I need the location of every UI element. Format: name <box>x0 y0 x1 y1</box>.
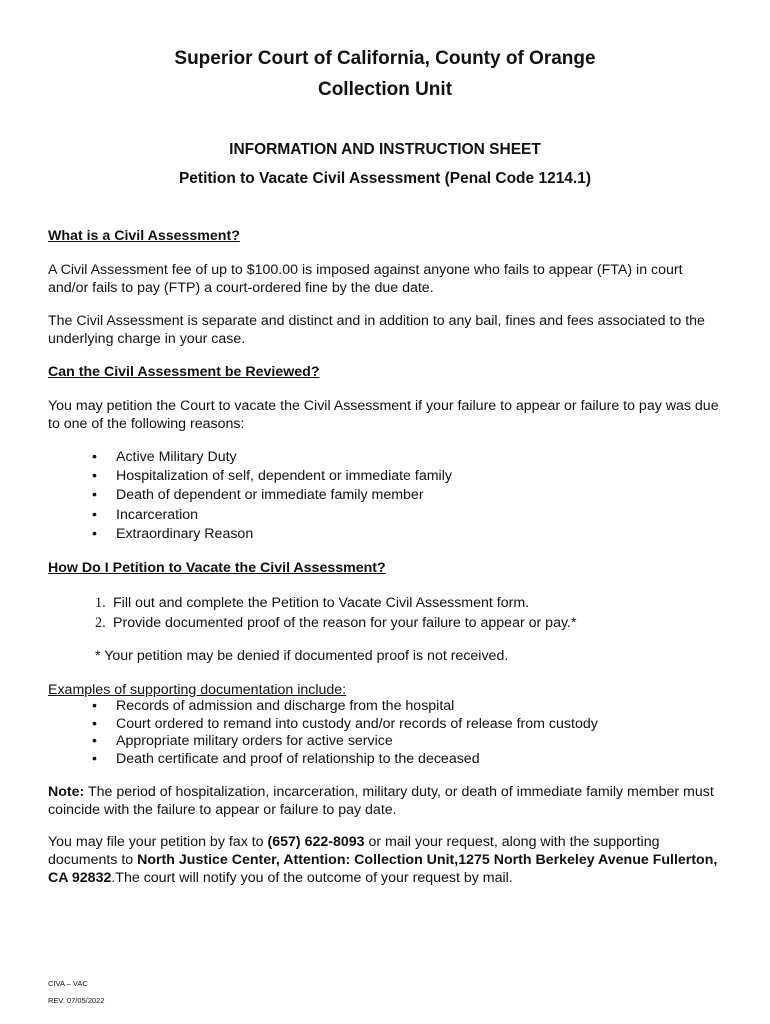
section-heading-what: What is a Civil Assessment? <box>48 228 240 244</box>
section-heading-how: How Do I Petition to Vacate the Civil Assessment? <box>48 560 386 576</box>
step-text: Provide documented proof of the reason for your failure to appear or pay.* <box>113 615 577 631</box>
step-item <box>95 613 576 633</box>
step-number: 1. <box>95 595 106 611</box>
step-number: 2. <box>95 615 106 631</box>
revision-date: REV. 07/05/2022 <box>48 996 105 1005</box>
filing-instructions <box>48 833 720 887</box>
list-item: • Death certificate and proof of relationship to the deceased <box>92 751 598 769</box>
filing-text: or mail your request, along with the supporting documents to <box>48 834 660 868</box>
list-item: • Appropriate military orders for active service <box>92 733 598 751</box>
list-item: • Hospitalization of self, dependent or immediate family <box>92 467 452 486</box>
filing-text: .The court will notify you of the outcome of your request by mail. <box>111 870 513 886</box>
list-item: • Active Military Duty <box>92 448 452 467</box>
list-item: • Records of admission and discharge from the hospital <box>92 698 598 716</box>
list-item: • Death of dependent or immediate family member <box>92 486 452 505</box>
filing-text: You may file your petition by fax to <box>48 834 268 850</box>
unit-name: Collection Unit <box>317 79 453 100</box>
mailing-address: North Justice Center, Attention: Collection Unit,1275 North Berkeley Avenue Fullerton, CA 92832 <box>48 852 718 886</box>
sheet-title: INFORMATION AND INSTRUCTION SHEET <box>229 141 541 158</box>
civil-assessment-separate: The Civil Assessment is separate and distinct and in addition to any bail, fines and fees associated to the underlying charge in your case. <box>48 313 705 347</box>
civil-assessment-definition: A Civil Assessment fee of up to $100.00 is imposed against anyone who fails to appear (FTA) in court and/or fails to pay (FTP) a court-ordered fine by the due date. <box>48 262 683 296</box>
steps-list <box>95 593 576 633</box>
form-code: CIVA – VAC <box>48 979 88 988</box>
list-item: • Extraordinary Reason <box>92 525 452 544</box>
court-name: Superior Court of California, County of Orange <box>174 48 596 69</box>
note-paragraph <box>48 783 720 819</box>
note-label: Note: <box>48 784 85 800</box>
step-item <box>95 593 576 613</box>
sheet-subtitle: Petition to Vacate Civil Assessment (Penal Code 1214.1) <box>178 170 592 187</box>
section-heading-reviewed: Can the Civil Assessment be Reviewed? <box>48 364 320 380</box>
fax-number: (657) 622-8093 <box>267 834 365 850</box>
step-text: Fill out and complete the Petition to Vacate Civil Assessment form. <box>113 595 530 611</box>
examples-heading: Examples of supporting documentation include: <box>48 682 347 698</box>
list-item: • Court ordered to remand into custody and/or records of release from custody <box>92 716 598 734</box>
note-text: The period of hospitalization, incarceration, military duty, or death of immediate family member must coincide with the failure to appear or failure to pay date. <box>48 784 714 818</box>
proof-footnote: * Your petition may be denied if documented proof is not received. <box>95 648 509 664</box>
reasons-list <box>92 448 452 544</box>
list-item: • Incarceration <box>92 506 452 525</box>
examples-list <box>92 698 598 768</box>
petition-reasons-intro: You may petition the Court to vacate the Civil Assessment if your failure to appear or failure to pay was due to one of the following reasons: <box>48 398 719 432</box>
